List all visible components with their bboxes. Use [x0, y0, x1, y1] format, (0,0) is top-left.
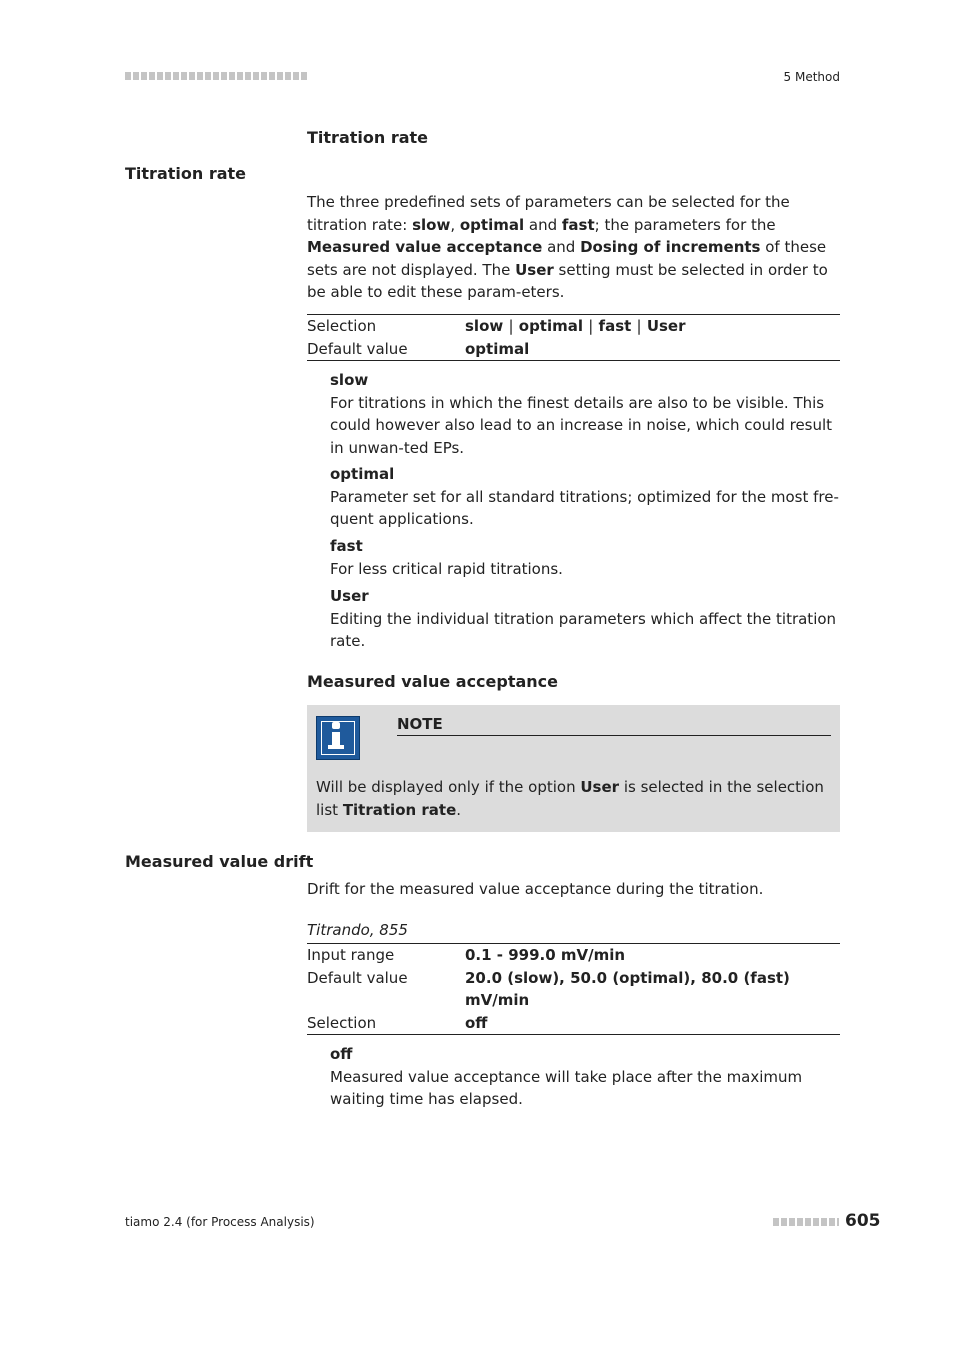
option-text: Editing the individual titration parameters which affect the titration rate.	[330, 609, 837, 650]
footer-product: tiamo 2.4 (for Process Analysis)	[125, 1215, 315, 1229]
option-optimal	[330, 463, 842, 531]
drift-spec-table	[307, 943, 840, 1035]
param-label-titration-rate: Titration rate	[125, 164, 247, 183]
param-label-measured-value-drift: Measured value drift	[125, 852, 314, 871]
selection-value: off	[465, 1013, 488, 1032]
titration-rate-description: The three predefined sets of parameters can be selected for the titration rate: slow, optimal and fast; the parameters for the Measured value acceptance and Dosing of increments of these sets are not displayed. The User setting must be selected in order to be able to edit these param-eters.	[307, 193, 828, 301]
input-range-value: 0.1 - 999.0 mV/min	[465, 946, 626, 964]
section-title: 5 Method	[783, 70, 840, 84]
selection-label: Selection	[307, 1013, 377, 1032]
option-slow	[330, 369, 842, 459]
note-box	[307, 705, 840, 832]
option-title: off	[330, 1045, 353, 1063]
note-text: Will be displayed only if the option User is selected in the selection list Titration rate.	[316, 778, 824, 819]
selection-label: Selection	[307, 317, 377, 335]
option-title: optimal	[330, 465, 395, 483]
info-icon	[316, 716, 360, 760]
option-title: User	[330, 587, 369, 605]
default-label: Default value	[307, 339, 408, 358]
page-number: 605	[845, 1211, 881, 1231]
option-text: Parameter set for all standard titrations; optimized for the most fre-quent applications.	[330, 487, 839, 528]
option-text: For titrations in which the finest details are also to be visible. This could however also lead to an increase in noise, which could result in unwan-ted EPs.	[330, 393, 833, 457]
drift-description: Drift for the measured value acceptance during the titration.	[307, 880, 764, 898]
section-heading-measured-value-acceptance: Measured value acceptance	[307, 672, 559, 691]
selection-values: slow | optimal | fast | User	[465, 317, 686, 335]
note-title: NOTE	[397, 715, 831, 736]
option-text: For less critical rapid titrations.	[330, 559, 563, 578]
page-heading: Titration rate	[307, 128, 429, 147]
option-off	[330, 1043, 842, 1111]
default-value: 20.0 (slow), 50.0 (optimal), 80.0 (fast) mV/min	[465, 968, 790, 1009]
input-range-label: Input range	[307, 946, 395, 964]
option-fast	[330, 535, 842, 580]
footer-decoration	[773, 1218, 839, 1226]
device-list: Titrando, 855	[307, 921, 408, 939]
option-title: slow	[330, 371, 369, 389]
default-value: optimal	[465, 339, 530, 358]
titration-rate-spec-table	[307, 314, 840, 361]
option-title: fast	[330, 537, 363, 555]
default-label: Default value	[307, 968, 408, 987]
header-decoration	[125, 72, 307, 80]
option-text: Measured value acceptance will take place after the maximum waiting time has elapsed.	[330, 1067, 803, 1108]
option-user	[330, 585, 842, 653]
